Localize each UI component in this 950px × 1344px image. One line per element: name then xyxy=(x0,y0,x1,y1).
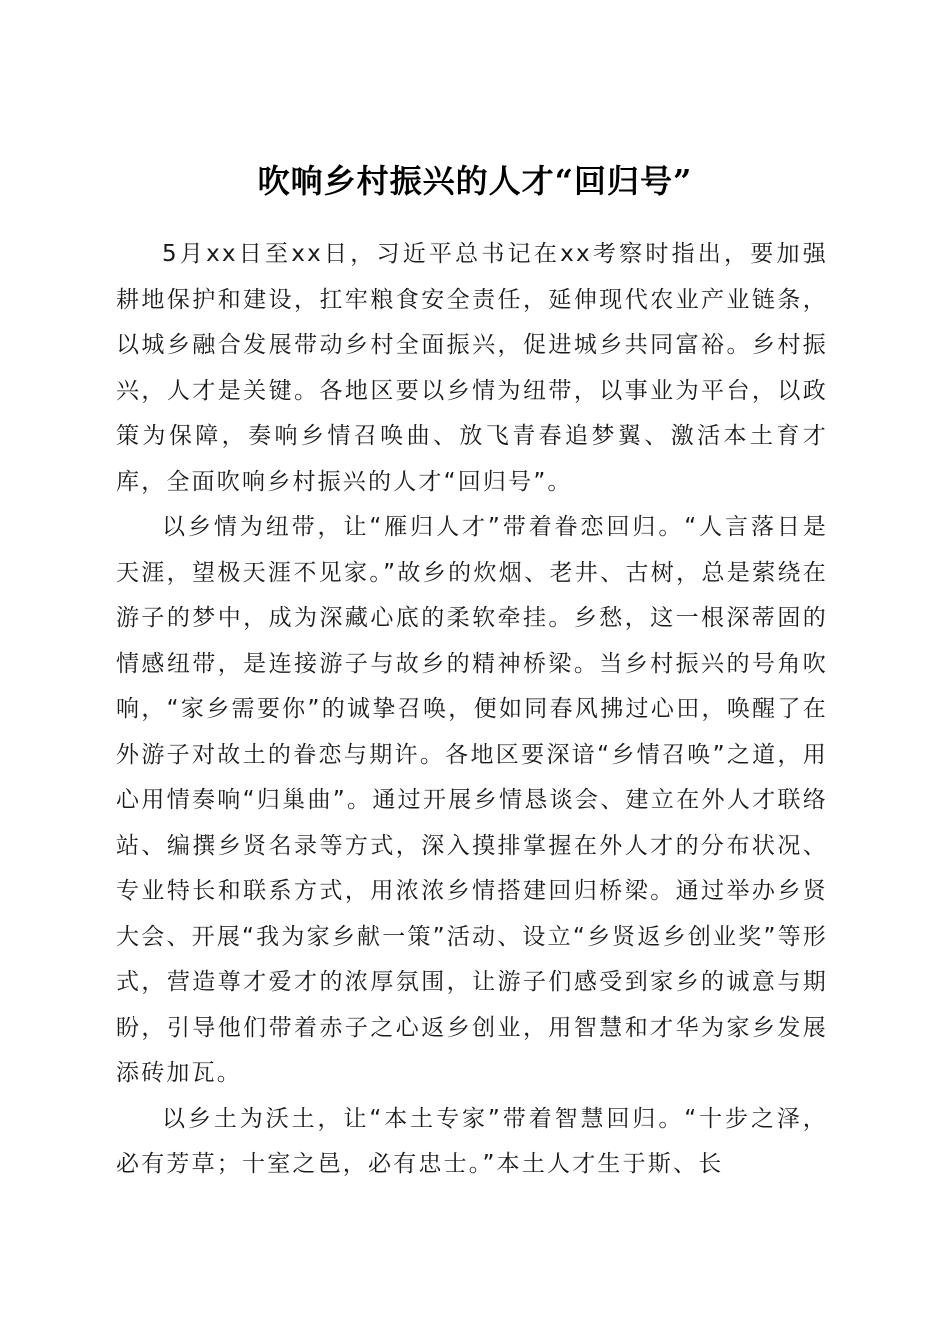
paragraph: 以乡情为纽带，让“雁归人才”带着眷恋回归。“人言落日是天涯，望极天涯不见家。”故乡的炊烟、老井、古树，总是萦绕在游子的梦中，成为深藏心底的柔软牵挂。乡愁，这一根深蒂固的情感纽带，是连接游子与故乡的精神桥梁。当乡村振兴的号角吹响，“家乡需要你”的诚挚召唤，便如同春风拂过心田，唤醒了在外游子对故土的眷恋与期许。各地区要深谙“乡情召唤”之道，用心用情奏响“归巢曲”。通过开展乡情恳谈会、建立在外人才联络站、编撰乡贤名录等方式，深入摸排掌握在外人才的分布状况、专业特长和联系方式，用浓浓乡情搭建回归桥梁。通过举办乡贤大会、开展“我为家乡献一策”活动、设立“乡贤返乡创业奖”等形式，营造尊才爱才的浓厚氛围，让游子们感受到家乡的诚意与期盼，引导他们带着赤子之心返乡创业，用智慧和才华为家乡发展添砖加瓦。 xyxy=(116,514,828,1086)
document-title: 吹响乡村振兴的人才“回归号” xyxy=(257,162,693,201)
document-body xyxy=(116,232,828,1188)
paragraph: 5月xx日至xx日，习近平总书记在xx考察时指出，要加强耕地保护和建设，扛牢粮食安全责任，延伸现代农业产业链条，以城乡融合发展带动乡村全面振兴，促进城乡共同富裕。乡村振兴，人才是关键。各地区要以乡情为纽带，以事业为平台，以政策为保障，奏响乡情召唤曲、放飞青春追梦翼、激活本土育才库，全面吹响乡村振兴的人才“回归号”。 xyxy=(116,241,828,495)
paragraph: 以乡土为沃土，让“本土专家”带着智慧回归。“十步之泽，必有芳草；十室之邑，必有忠士。”本土人才生于斯、长 xyxy=(116,1105,828,1177)
